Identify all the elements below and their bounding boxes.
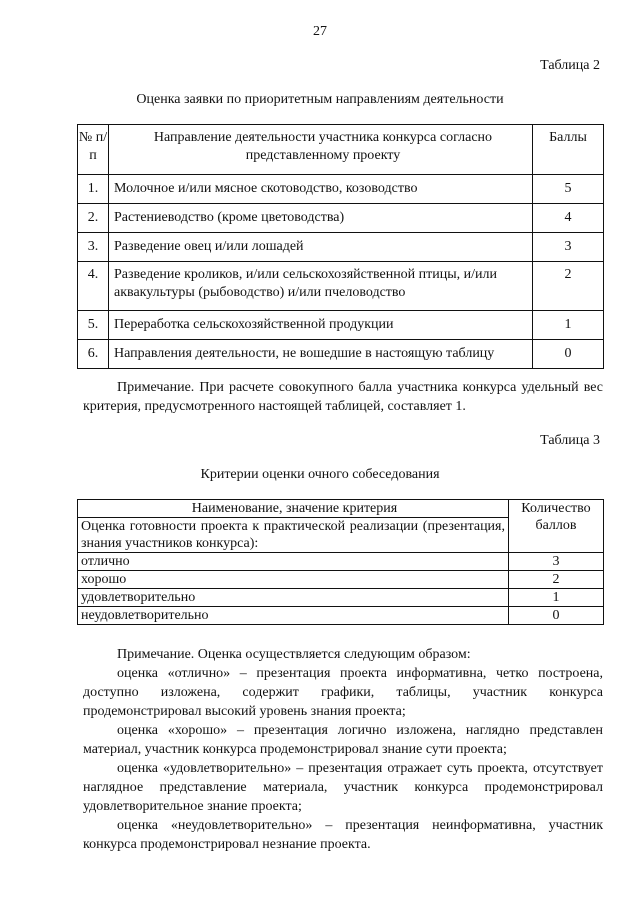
table-row	[78, 233, 604, 262]
row-direction: Переработка сельскохозяйственной продукции	[109, 311, 533, 340]
row-score: 1	[533, 311, 604, 340]
table2-caption: Оценка заявки по приоритетным направлениям деятельности	[136, 92, 504, 107]
notes-intro: Примечание. Оценка осуществляется следующим образом:	[117, 647, 471, 662]
row-score: 3	[533, 233, 604, 262]
table-row	[78, 607, 604, 625]
note-excellent: оценка «отлично» – презентация проекта информативна, четко построена, доступно изложена, содержит графики, таблицы, участник конкурса продемонстрировал высокий уровень знания проекта;	[83, 666, 603, 719]
table-row	[78, 204, 604, 233]
criterion-value: удовлетворительно	[78, 589, 509, 607]
row-num: 6.	[78, 340, 109, 369]
criterion-group: Оценка готовности проекта к практической реализации (презентация, знания участников конкурса):	[78, 518, 509, 553]
table3-label: Таблица 3	[540, 433, 600, 448]
table-row	[78, 262, 604, 311]
row-num: 2.	[78, 204, 109, 233]
interview-criteria-table	[77, 499, 604, 625]
header-score: Баллы	[533, 125, 604, 175]
table-row	[78, 340, 604, 369]
table-row	[78, 175, 604, 204]
row-direction: Разведение кроликов, и/или сельскохозяйственной птицы, и/или аквакультуры (рыбоводство) и/или пчеловодство	[109, 262, 533, 311]
row-num: 3.	[78, 233, 109, 262]
row-direction: Растениеводство (кроме цветоводства)	[109, 204, 533, 233]
header-count: Количество баллов	[509, 500, 604, 553]
row-num: 5.	[78, 311, 109, 340]
table-row	[78, 553, 604, 571]
row-score: 2	[533, 262, 604, 311]
row-num: 4.	[78, 262, 109, 311]
criterion-points: 1	[509, 589, 604, 607]
table2-label: Таблица 2	[540, 58, 600, 73]
table-row	[78, 589, 604, 607]
table2-note: Примечание. При расчете совокупного балла участника конкурса удельный вес критерия, предусмотренного настоящей таблицей, составляет 1.	[83, 380, 603, 414]
criterion-value: неудовлетворительно	[78, 607, 509, 625]
row-score: 0	[533, 340, 604, 369]
row-direction: Направления деятельности, не вошедшие в настоящую таблицу	[109, 340, 533, 369]
note-good: оценка «хорошо» – презентация логично изложена, наглядно представлен материал, участник конкурса продемонстрировал знание сути проекта;	[83, 723, 603, 757]
criterion-points: 3	[509, 553, 604, 571]
page-number: 27	[313, 24, 327, 39]
row-direction: Молочное и/или мясное скотоводство, козоводство	[109, 175, 533, 204]
row-direction: Разведение овец и/или лошадей	[109, 233, 533, 262]
row-score: 4	[533, 204, 604, 233]
criterion-value: отлично	[78, 553, 509, 571]
note-unsatisfactory: оценка «неудовлетворительно» – презентация неинформативна, участник конкурса продемонстрировал незнание проекта.	[83, 818, 603, 852]
priority-directions-table	[77, 124, 604, 369]
note-satisfactory: оценка «удовлетворительно» – презентация отражает суть проекта, отсутствует наглядное представление материала, участник конкурса продемонстрировал удовлетворительное знание проекта;	[83, 761, 603, 814]
table3-caption: Критерии оценки очного собеседования	[200, 467, 440, 482]
header-direction: Направление деятельности участника конкурса согласно представленному проекту	[109, 125, 533, 175]
table-header-row	[78, 500, 604, 518]
table-header-row	[78, 125, 604, 175]
table-row	[78, 311, 604, 340]
row-num: 1.	[78, 175, 109, 204]
criterion-points: 0	[509, 607, 604, 625]
header-criterion: Наименование, значение критерия	[78, 500, 509, 518]
row-score: 5	[533, 175, 604, 204]
table-row	[78, 571, 604, 589]
criterion-value: хорошо	[78, 571, 509, 589]
header-num: № п/п	[78, 125, 109, 175]
criterion-points: 2	[509, 571, 604, 589]
